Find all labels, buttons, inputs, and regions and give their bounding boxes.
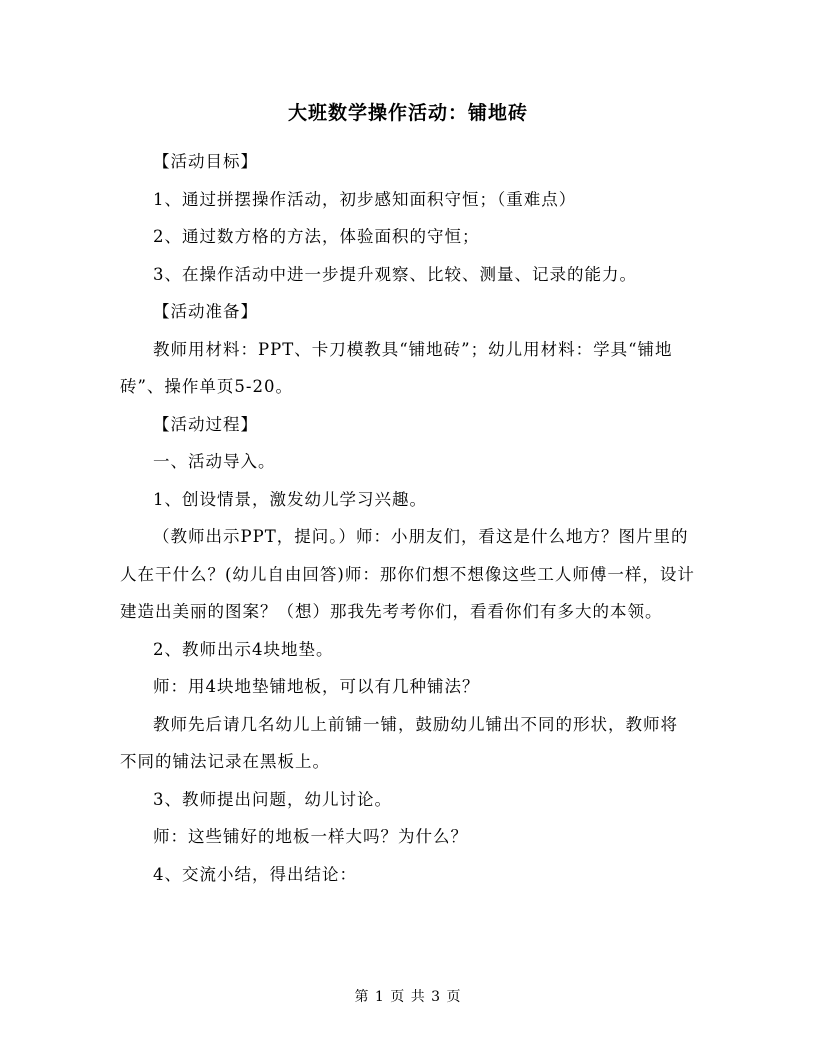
process-question-2: 师：这些铺好的地板一样大吗？为什么？	[153, 827, 468, 846]
process-item-2: 2、教师出示4块地垫。	[153, 639, 334, 659]
section-heading-preparation: 【活动准备】	[153, 302, 258, 321]
goal-item-2: 2、通过数方格的方法，体验面积的守恒；	[153, 227, 480, 246]
page-footer: 第 1 页 共 3 页	[354, 989, 462, 1005]
goal-item-3: 3、在操作活动中进一步提升观察、比较、测量、记录的能力。	[153, 264, 637, 284]
process-item-4: 4、交流小结，得出结论：	[153, 864, 357, 884]
document-title: 大班数学操作活动：铺地砖	[287, 102, 528, 124]
document-body	[120, 143, 695, 893]
process-question-1: 师：用4块地垫铺地板，可以有几种铺法？	[153, 677, 480, 696]
process-item-3: 3、教师提出问题，幼儿讨论。	[153, 789, 392, 809]
process-dialogue-1: （教师出示PPT，提问。）师：小朋友们，看这是什么地方？图片里的人在干什么？(幼儿自由回答)师：那你们想不想像这些工人师傅一样，设计建造出美丽的图案？（想）那我先考考你们，看看你们有多大的本领。	[120, 527, 695, 621]
process-activity-text: 教师先后请几名幼儿上前铺一铺，鼓励幼儿铺出不同的形状，教师将不同的铺法记录在黑板上。	[120, 714, 678, 771]
section-heading-process: 【活动过程】	[153, 414, 258, 434]
process-step-intro: 一、活动导入。	[153, 452, 276, 471]
goal-item-1: 1、通过拼摆操作活动，初步感知面积守恒；（重难点）	[153, 189, 577, 209]
process-item-1: 1、创设情景，激发幼儿学习兴趣。	[153, 489, 427, 509]
section-heading-goals: 【活动目标】	[153, 152, 258, 171]
preparation-text: 教师用材料：PPT、卡刀模教具“铺地砖”；幼儿用材料：学具“铺地砖”、操作单页5-20。	[120, 339, 673, 396]
